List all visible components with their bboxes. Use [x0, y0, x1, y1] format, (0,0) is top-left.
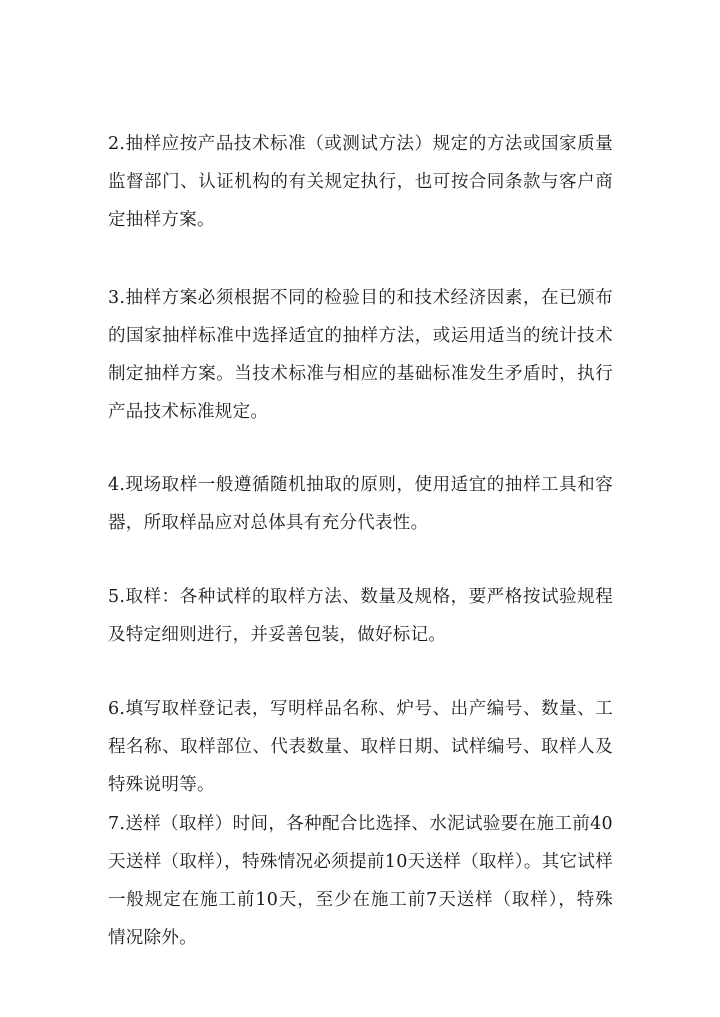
- paragraph-3: 3.抽样方案必须根据不同的检验目的和技术经济因素，在已颁布的国家抽样标准中选择适宜的抽样方法，或运用适当的统计技术制定抽样方案。当技术标准与相应的基础标准发生矛盾时，执行产品技术标准规定。: [108, 288, 613, 422]
- paragraph-7: 7.送样（取样）时间，各种配合比选择、水泥试验要在施工前40天送样（取样），特殊情况必须提前10天送样（取样）。其它试样一般规定在施工前10天，至少在施工前7天送样（取样），特殊情况除外。: [108, 814, 613, 948]
- paragraph-2: 2.抽样应按产品技术标准（或测试方法）规定的方法或国家质量监督部门、认证机构的有关规定执行，也可按合同条款与客户商定抽样方案。: [108, 134, 613, 230]
- paragraph-6: 6.填写取样登记表，写明样品名称、炉号、出产编号、数量、工程名称、取样部位、代表数量、取样日期、试样编号、取样人及特殊说明等。: [108, 699, 613, 795]
- paragraph-5: 5.取样：各种试样的取样方法、数量及规格，要严格按试验规程及特定细则进行，并妥善包装，做好标记。: [108, 587, 613, 645]
- paragraph-4: 4.现场取样一般遵循随机抽取的原则，使用适宜的抽样工具和容器，所取样品应对总体具有充分代表性。: [108, 475, 613, 533]
